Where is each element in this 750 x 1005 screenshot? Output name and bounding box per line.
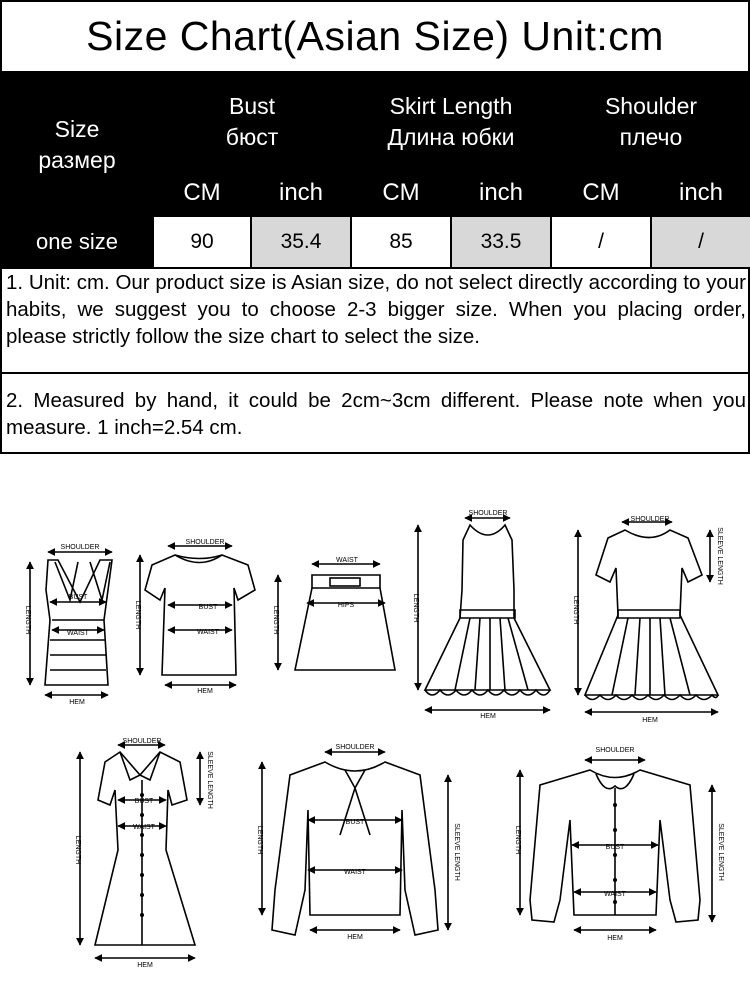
shirt-dress-waist-label: WAIST — [133, 824, 155, 831]
bust-cm-value: 90 — [153, 216, 251, 268]
camisole-bust-label: BUST — [68, 594, 88, 601]
tshirt-diagram — [140, 546, 255, 685]
tshirt-length-label: LENGTH — [134, 600, 141, 630]
shirt-dress-hem-label: HEM — [137, 962, 153, 969]
shirt-waist-label: WAIST — [604, 891, 626, 898]
skirt-length-header — [351, 74, 551, 170]
bust-header — [153, 74, 351, 170]
page-title: Size Chart(Asian Size) Unit:cm — [0, 0, 750, 73]
blouse-length-label: LENGTH — [256, 825, 263, 855]
size-table — [0, 73, 750, 269]
camisole-waist-label: WAIST — [67, 630, 89, 637]
shirt-length-label: LENGTH — [514, 825, 521, 855]
shoulder-header — [551, 74, 750, 170]
shirt-hem-label: HEM — [607, 935, 623, 942]
skirt-length-inch-value: 33.5 — [451, 216, 551, 268]
skirt-diagram — [278, 564, 395, 670]
blouse-shoulder-label: SHOULDER — [335, 744, 375, 751]
dress2-shoulder-label: SHOULDER — [630, 516, 670, 523]
shirt-shoulder-label: SHOULDER — [595, 747, 635, 754]
shoulder-inch-value: / — [651, 216, 750, 268]
skirt-length-header-en: Skirt Length — [389, 93, 513, 119]
shoulder-cm-value: / — [551, 216, 651, 268]
bust-header-ru: бюст — [225, 124, 279, 150]
shirt-dress-bust-label: BUST — [134, 798, 154, 805]
unit-inch-header: inch — [651, 170, 750, 216]
camisole-length-label: LENGTH — [24, 605, 31, 635]
shirt-dress-shoulder-label: SHOULDER — [122, 738, 162, 745]
unit-inch-header: inch — [251, 170, 351, 216]
blouse-hem-label: HEM — [347, 934, 363, 941]
garment-measurement-diagrams — [0, 490, 750, 1000]
unit-cm-header: CM — [153, 170, 251, 216]
blouse-bust-label: BUST — [345, 819, 365, 826]
table-header-row — [1, 74, 750, 170]
blouse-waist-label: WAIST — [344, 869, 366, 876]
shirt-dress-length-label: LENGTH — [74, 835, 81, 865]
bow-blouse-diagram — [262, 752, 448, 935]
short-sleeve-dress-diagram — [578, 522, 718, 712]
dress2-hem-label: HEM — [642, 717, 658, 724]
camisole-shoulder-label: SHOULDER — [60, 544, 100, 551]
camisole-hem-label: HEM — [69, 699, 85, 706]
shoulder-header-en: Shoulder — [604, 93, 698, 119]
unit-cm-header: CM — [551, 170, 651, 216]
skirt-length-label: LENGTH — [272, 605, 279, 635]
note-measurement: 2. Measured by hand, it could be 2cm~3cm different. Please note when you measure. 1 inch=2.54 cm. — [0, 374, 750, 454]
skirt-hips-label: HIPS — [337, 602, 355, 609]
tshirt-shoulder-label: SHOULDER — [185, 539, 225, 546]
dress-shoulder-label: SHOULDER — [468, 510, 508, 517]
camisole-diagram — [30, 552, 112, 695]
size-header-ru: размер — [38, 147, 116, 173]
blouse-sleeve-length-label: SLEEVE LENGTH — [453, 823, 460, 881]
shirt-bust-label: BUST — [605, 844, 625, 851]
tshirt-hem-label: HEM — [197, 688, 213, 695]
note-unit: 1. Unit: cm. Our product size is Asian size, do not select directly according to your habits, we suggest you to choose 2-3 bigger size. When you placing order, please strictly follow the size chart to select the size. — [0, 269, 750, 374]
dress-length-label: LENGTH — [412, 593, 419, 623]
shirt-dress-diagram — [80, 745, 200, 958]
tshirt-bust-label: BUST — [198, 604, 218, 611]
unit-inch-header: inch — [451, 170, 551, 216]
shirt-sleeve-length-label: SLEEVE LENGTH — [717, 823, 724, 881]
size-header-cell — [1, 74, 153, 216]
bust-header-en: Bust — [228, 93, 276, 119]
dress2-sleeve-length-label: SLEEVE LENGTH — [716, 527, 723, 585]
size-chart-sheet — [0, 0, 750, 454]
row-label: one size — [1, 216, 153, 268]
shirt-dress-sleeve-length-label: SLEEVE LENGTH — [206, 751, 213, 809]
skirt-length-cm-value: 85 — [351, 216, 451, 268]
dress-hem-label: HEM — [480, 713, 496, 720]
size-header-en: Size — [54, 116, 100, 142]
table-row — [1, 216, 750, 268]
sleeveless-dress-diagram — [418, 518, 550, 710]
shoulder-header-ru: плечо — [619, 124, 683, 150]
skirt-length-header-ru: Длина юбки — [387, 124, 515, 150]
bust-inch-value: 35.4 — [251, 216, 351, 268]
dress2-length-label: LENGTH — [572, 595, 579, 625]
unit-cm-header: CM — [351, 170, 451, 216]
tshirt-waist-label: WAIST — [197, 629, 219, 636]
skirt-waist-label: WAIST — [336, 557, 358, 564]
